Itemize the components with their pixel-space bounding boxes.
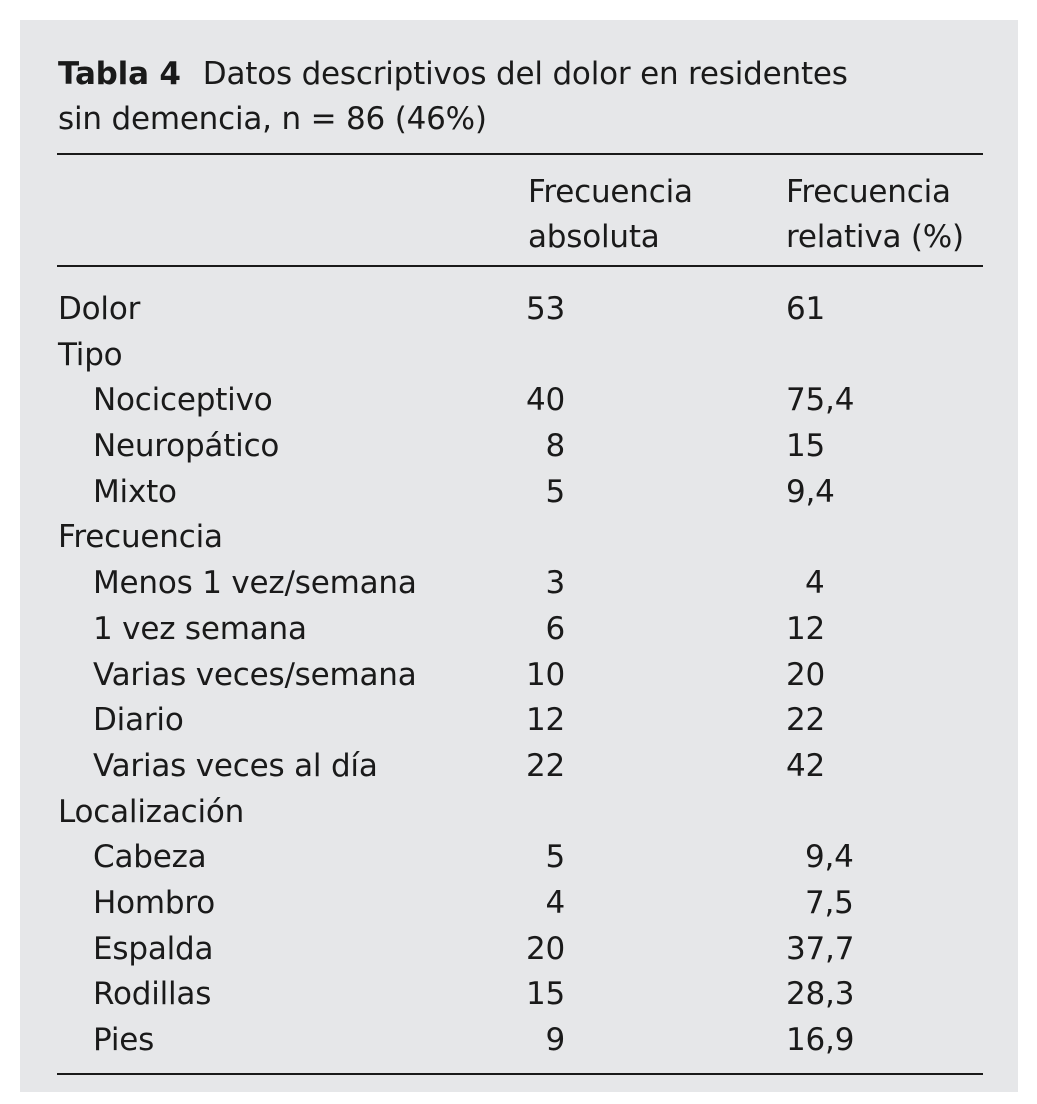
table-row [58, 287, 978, 333]
table-row [58, 653, 978, 699]
row-relative: 12 [786, 610, 826, 647]
header-relative-line-1: Frecuencia [786, 174, 951, 210]
row-label: Tipo [58, 336, 123, 373]
header-absolute-line-2: absoluta [528, 219, 660, 255]
header-absolute-line-1: Frecuencia [528, 174, 693, 210]
caption-line-1 [58, 52, 958, 97]
row-relative: 28,3 [786, 976, 855, 1013]
row-label: Menos 1 vez/semana [93, 565, 417, 602]
row-label: Pies [93, 1022, 155, 1058]
row-label: Rodillas [93, 976, 212, 1013]
row-label: Varias veces/semana [93, 656, 417, 693]
table-row [58, 881, 978, 927]
row-relative: 61 [786, 291, 826, 327]
row-relative: 9,4 [805, 839, 854, 876]
row-absolute: 8 [545, 428, 565, 465]
row-absolute: 53 [525, 291, 565, 327]
header-rule [57, 265, 983, 267]
row-relative: 42 [786, 747, 826, 784]
row-relative: 75,4 [786, 382, 855, 419]
table-row [58, 927, 978, 973]
top-rule [57, 153, 983, 155]
table-row [58, 607, 978, 653]
table-row [58, 698, 978, 744]
row-relative: 20 [786, 656, 826, 693]
row-label: Neuropático [93, 428, 280, 465]
table-body [58, 287, 978, 1064]
table-row [58, 1018, 978, 1064]
row-absolute: 3 [545, 565, 565, 602]
row-absolute: 15 [525, 976, 565, 1013]
table-row [58, 744, 978, 790]
table-row [58, 561, 978, 607]
header-absolute-frequency [528, 170, 693, 260]
caption-title: Datos descriptivos del dolor en residentes [202, 56, 848, 92]
row-label: Varias veces al día [93, 747, 378, 784]
row-label: 1 vez semana [93, 610, 307, 647]
table-caption [58, 52, 958, 142]
row-relative: 4 [805, 565, 825, 602]
table-row [58, 835, 978, 881]
row-absolute: 10 [525, 656, 565, 693]
row-absolute: 9 [545, 1022, 565, 1058]
row-absolute: 5 [545, 839, 565, 876]
table-row [58, 790, 978, 836]
row-label: Hombro [93, 884, 215, 921]
row-absolute: 40 [525, 382, 565, 419]
row-relative: 37,7 [786, 930, 855, 967]
table-row [58, 378, 978, 424]
row-absolute: 6 [545, 610, 565, 647]
row-label: Dolor [58, 291, 141, 327]
header-relative-frequency [786, 170, 964, 260]
table-label: Tabla 4 [58, 56, 181, 92]
row-relative: 16,9 [786, 1022, 855, 1058]
row-absolute: 22 [525, 747, 565, 784]
row-absolute: 12 [525, 702, 565, 739]
row-label: Cabeza [93, 839, 207, 876]
row-label: Localización [58, 793, 245, 830]
row-label: Espalda [93, 930, 214, 967]
row-absolute: 20 [525, 930, 565, 967]
table-row [58, 972, 978, 1018]
caption-line-2: sin demencia, n = 86 (46%) [58, 101, 487, 137]
row-label: Nociceptivo [93, 382, 273, 419]
table-row [58, 470, 978, 516]
row-label: Mixto [93, 473, 177, 510]
row-absolute: 4 [545, 884, 565, 921]
header-relative-line-2: relativa (%) [786, 219, 964, 255]
row-relative: 7,5 [805, 884, 854, 921]
row-relative: 9,4 [786, 473, 835, 510]
table-row [58, 333, 978, 379]
table-row [58, 424, 978, 470]
row-relative: 22 [786, 702, 826, 739]
row-label: Frecuencia [58, 519, 223, 556]
row-relative: 15 [786, 428, 826, 465]
row-absolute: 5 [545, 473, 565, 510]
table-row [58, 515, 978, 561]
bottom-rule [57, 1073, 983, 1075]
row-label: Diario [93, 702, 184, 739]
